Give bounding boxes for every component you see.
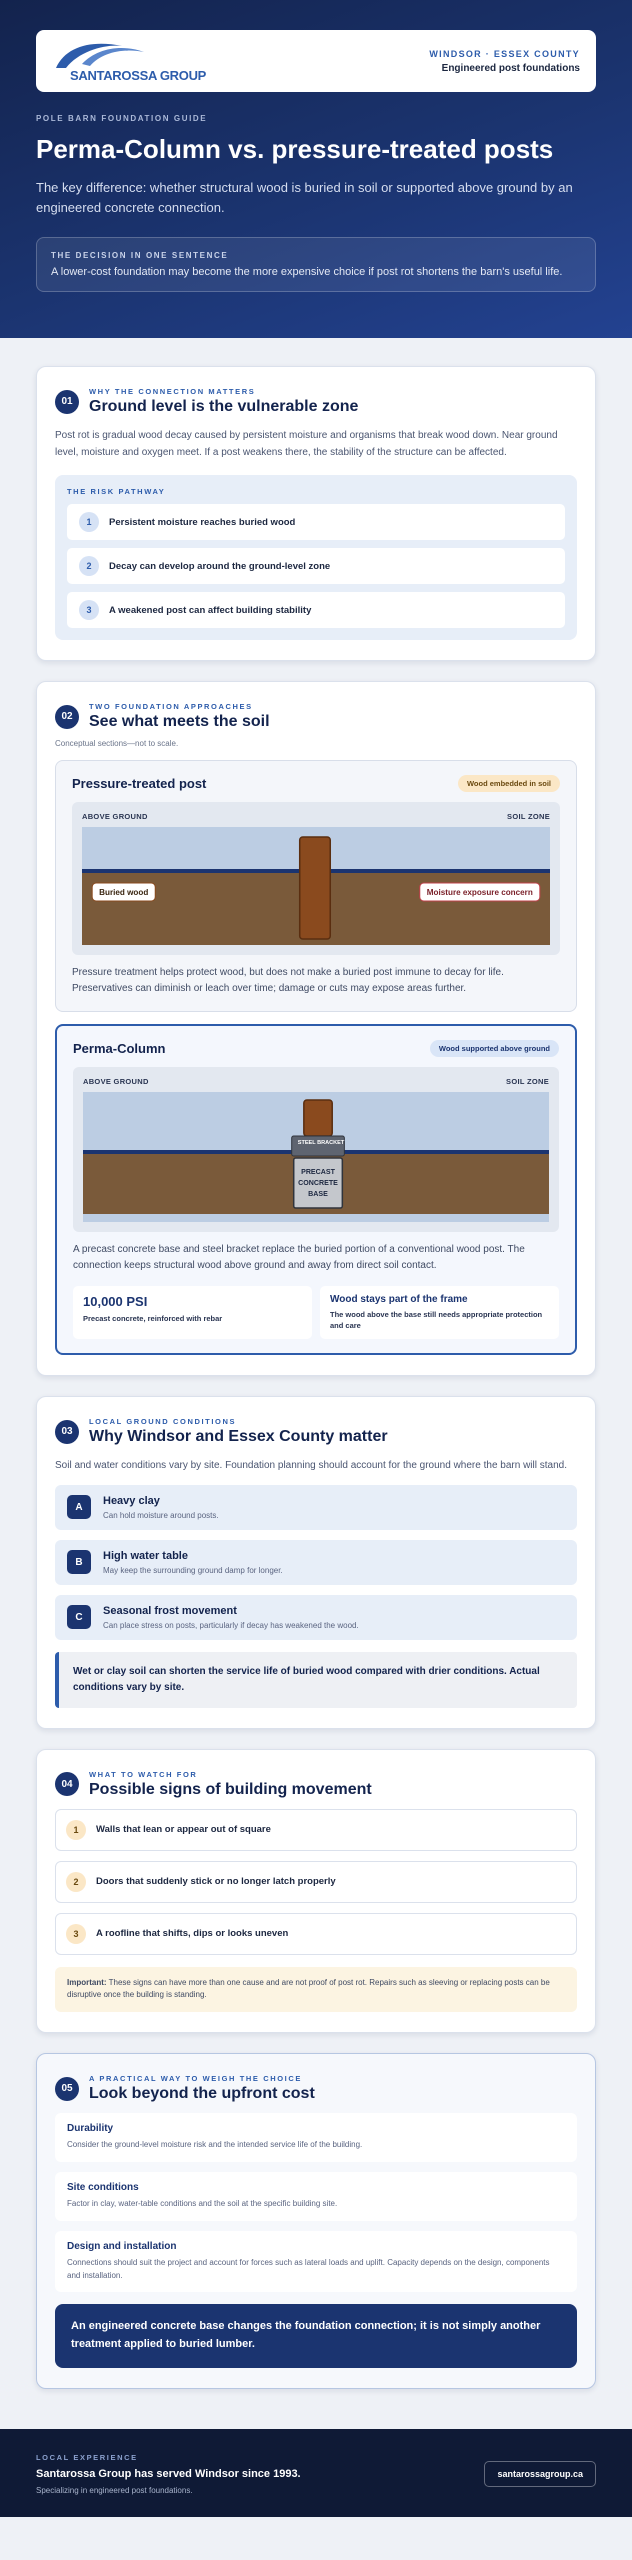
section-local-conditions (36, 1396, 596, 1729)
important-text: These signs can have more than one cause and are not proof of post rot. Repairs such as sleeving or replacing posts can be disruptive once the building is standing. (67, 1977, 550, 2000)
section-title: Ground level is the vulnerable zone (89, 398, 359, 416)
section-number: 01 (55, 390, 79, 414)
hero-eyebrow: POLE BARN FOUNDATION GUIDE (36, 114, 208, 123)
sign-number: 1 (66, 1820, 86, 1840)
stat-label: Precast concrete, reinforced with rebar (83, 1314, 223, 1324)
page-title: Perma-Column vs. pressure-treated posts (36, 134, 554, 164)
brand-location: WINDSOR · ESSEX COUNTY (429, 48, 580, 59)
base-label-1: PRECAST (301, 1169, 335, 1177)
sign-text: Walls that lean or appear out of square (96, 1824, 271, 1836)
section-weigh-choice (36, 2053, 596, 2388)
sign-item (55, 1913, 577, 1955)
sign-item (55, 1809, 577, 1851)
final-statement: An engineered concrete base changes the foundation connection; it is not simply another treatment applied to buried lumber. (55, 2304, 577, 2367)
risk-item (67, 592, 565, 628)
weigh-item (55, 2113, 577, 2162)
above-ground-label: ABOVE GROUND (82, 812, 148, 822)
sign-item (55, 1861, 577, 1903)
card-title: Perma-Column (73, 1041, 166, 1057)
section-number: 05 (55, 2077, 79, 2101)
step-number: 1 (79, 512, 99, 532)
decision-text: A lower-cost foundation may become the more expensive choice if post rot shortens the barn's useful life. (51, 266, 563, 279)
important-note (55, 1967, 577, 2013)
sign-number: 3 (66, 1924, 86, 1944)
section-eyebrow: A PRACTICAL WAY TO WEIGH THE CHOICE (89, 2074, 302, 2084)
condition-item (55, 1485, 577, 1530)
condition-letter: C (67, 1605, 91, 1629)
weigh-title: Design and installation (67, 2240, 177, 2252)
logo[interactable] (52, 30, 207, 92)
weigh-title: Durability (67, 2123, 114, 2135)
section-eyebrow: WHAT TO WATCH FOR (89, 1769, 198, 1779)
card-text: A precast concrete base and steel bracket replace the buried portion of a conventional wood post. The connection keeps structural wood above ground and away from direct soil contact. (73, 1244, 525, 1272)
hero-subtitle: The key difference: whether structural wood is buried in soil or supported above ground by an engineered concrete connection. (36, 179, 573, 216)
base-label-3: BASE (308, 1191, 328, 1199)
section-title: Why Windsor and Essex County matter (89, 1428, 388, 1446)
risk-item (67, 548, 565, 584)
pc-diagram (73, 1067, 559, 1232)
section-text: Post rot is gradual wood decay caused by persistent moisture and organisms that break wood down. Near ground level, moisture and oxygen meet. If a post weakens there, the stability of the structure can be affected. (55, 430, 558, 458)
stat-label: The wood above the base still needs appropriate protection and care (330, 1310, 543, 1330)
bracket-label: STEEL BRACKET (297, 1140, 345, 1147)
section-foundation-approaches (36, 681, 596, 1376)
condition-item (55, 1595, 577, 1640)
soil-zone-label: SOIL ZONE (507, 812, 550, 822)
step-number: 3 (79, 600, 99, 620)
weigh-desc: Connections should suit the project and account for forces such as lateral loads and uplift. Capacity depends on the design, components and installation. (67, 2257, 550, 2280)
pc-section-drawing (83, 1092, 549, 1222)
condition-title: Heavy clay (103, 1494, 160, 1507)
brand-header (36, 30, 596, 92)
footer-subtitle: Specializing in engineered post foundations. (36, 2485, 193, 2495)
stat-psi (73, 1286, 312, 1339)
step-number: 2 (79, 556, 99, 576)
section-eyebrow: TWO FOUNDATION APPROACHES (89, 702, 253, 712)
section-number: 03 (55, 1420, 79, 1444)
pt-section-drawing (82, 827, 550, 945)
weigh-title: Site conditions (67, 2181, 139, 2193)
condition-item (55, 1540, 577, 1585)
section-eyebrow: WHY THE CONNECTION MATTERS (89, 387, 256, 397)
soil-zone-label: SOIL ZONE (506, 1077, 549, 1087)
condition-letter: A (67, 1495, 91, 1519)
diagram-note: Conceptual sections—not to scale. (55, 739, 179, 749)
sign-number: 2 (66, 1872, 86, 1892)
above-ground-label: ABOVE GROUND (83, 1077, 149, 1087)
base-label-2: CONCRETE (298, 1180, 338, 1188)
sign-text: Doors that suddenly stick or no longer latch properly (96, 1876, 336, 1888)
hero (0, 0, 632, 338)
section-eyebrow: LOCAL GROUND CONDITIONS (89, 1417, 237, 1427)
status-badge: Wood supported above ground (430, 1040, 559, 1057)
risk-text: Persistent moisture reaches buried wood (109, 516, 296, 528)
stat-value: Wood stays part of the frame (330, 1294, 468, 1306)
important-label: Important: (67, 1977, 107, 1987)
section-title: Possible signs of building movement (89, 1780, 372, 1798)
risk-pathway (55, 475, 577, 640)
logo-swoosh-icon (52, 38, 148, 72)
sign-text: A roofline that shifts, dips or looks uneven (96, 1928, 289, 1940)
pt-diagram (72, 802, 560, 955)
section-ground-level (36, 366, 596, 661)
risk-label: THE RISK PATHWAY (67, 487, 166, 497)
condition-desc: Can place stress on posts, particularly if decay has weakened the wood. (103, 1620, 359, 1630)
perma-column-card (55, 1024, 577, 1355)
card-title: Pressure-treated post (72, 776, 207, 792)
soil-callout: Wet or clay soil can shorten the service life of buried wood compared with drier conditions. Actual conditions vary by site. (55, 1652, 577, 1708)
section-warning-signs (36, 1749, 596, 2034)
condition-title: High water table (103, 1549, 188, 1562)
condition-title: Seasonal frost movement (103, 1604, 237, 1617)
section-title: Look beyond the upfront cost (89, 2085, 315, 2103)
section-text: Soil and water conditions vary by site. Foundation planning should account for the ground where the barn will stand. (55, 1460, 567, 1472)
weigh-desc: Factor in clay, water-table conditions and the soil at the specific building site. (67, 2198, 338, 2208)
condition-letter: B (67, 1550, 91, 1574)
brand-tagline: Engineered post foundations (441, 62, 580, 74)
risk-text: A weakened post can affect building stability (109, 604, 312, 616)
condition-desc: May keep the surrounding ground damp for longer. (103, 1565, 283, 1575)
stat-value: 10,000 PSI (83, 1294, 148, 1310)
condition-desc: Can hold moisture around posts. (103, 1510, 219, 1520)
footer-eyebrow: LOCAL EXPERIENCE (36, 2452, 138, 2462)
section-number: 02 (55, 705, 79, 729)
weigh-desc: Consider the ground-level moisture risk and the intended service life of the building. (67, 2140, 363, 2150)
website-link[interactable]: santarossagroup.ca (484, 2461, 596, 2487)
buried-wood-label: Buried wood (99, 888, 149, 898)
section-number: 04 (55, 1772, 79, 1796)
decision-box (36, 237, 596, 292)
risk-item (67, 504, 565, 540)
logo-text: SANTAROSSA GROUP (70, 68, 207, 83)
weigh-item (55, 2172, 577, 2221)
pressure-treated-card (55, 760, 577, 1012)
status-badge: Wood embedded in soil (458, 775, 560, 792)
moisture-label: Moisture exposure concern (426, 888, 533, 898)
weigh-item (55, 2231, 577, 2293)
section-title: See what meets the soil (89, 713, 270, 731)
card-text: Pressure treatment helps protect wood, but does not make a buried post immune to decay for life. Preservatives can diminish or leach over time; damage or cuts may expose areas further. (72, 967, 504, 995)
decision-label: THE DECISION IN ONE SENTENCE (51, 251, 229, 261)
risk-text: Decay can develop around the ground-level zone (109, 560, 331, 572)
footer-title: Santarossa Group has served Windsor since 1993. (36, 2467, 301, 2480)
stat-frame (320, 1286, 559, 1339)
footer (0, 2429, 632, 2517)
